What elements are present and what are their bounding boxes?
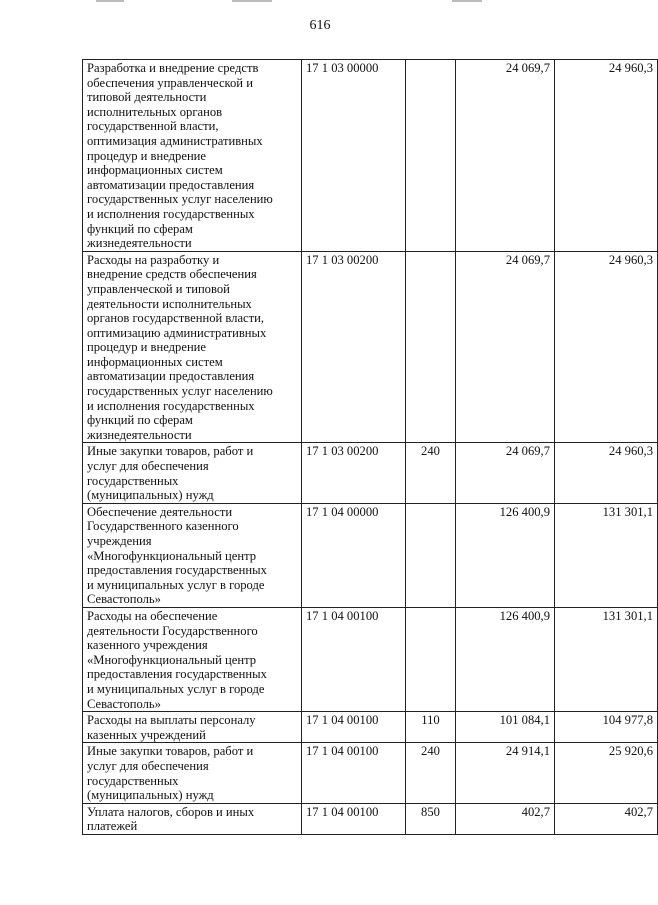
row-value-year1: 126 400,9 [499,608,550,623]
row-code-cell [302,712,406,743]
row-value-year2: 402,7 [624,804,653,819]
row-name-cell [83,607,302,711]
row-name-cell [83,251,302,443]
row-code-cell [302,503,406,607]
row-name-cell [83,503,302,607]
row-value-year2-cell [555,60,658,252]
row-vr-cell [406,60,456,252]
row-name: Обеспечение деятельности Государственного казенного учреждения «Многофункциональный центр предоставления государственных и муниципальных услуг в городе Севастополь» [87,504,267,607]
table-row [83,803,658,834]
row-name: Иные закупки товаров, работ и услуг для обеспечения государственных (муниципальных) нужд [87,444,254,503]
row-code-cell [302,251,406,443]
table-row [83,607,658,711]
row-value-year1: 24 069,7 [505,252,550,267]
row-vr-cell [406,803,456,834]
row-name-cell [83,60,302,252]
row-code: 17 1 03 00200 [306,252,379,267]
row-value-year2-cell [555,712,658,743]
row-name: Расходы на выплаты персоналу казенных учреждений [87,713,256,742]
table-row [83,60,658,252]
budget-table [82,59,658,835]
row-vr: 240 [421,444,440,459]
row-name-cell [83,712,302,743]
row-name-cell [83,443,302,503]
row-value-year2-cell [555,607,658,711]
row-value-year2-cell [555,443,658,503]
row-value-year2: 25 920,6 [608,744,653,759]
row-vr-cell [406,743,456,803]
row-value-year1: 402,7 [521,804,550,819]
row-value-year2-cell [555,803,658,834]
budget-table-body [83,60,658,835]
row-value-year2-cell [555,251,658,443]
row-value-year1: 101 084,1 [499,713,550,728]
row-name: Расходы на обеспечение деятельности Государственного казенного учреждения «Многофункциональный центр предоставления государственных и муниципальных услуг в городе Севастополь» [87,608,267,711]
row-code: 17 1 04 00100 [306,804,379,819]
row-value-year1-cell [456,60,555,252]
row-value-year1: 24 914,1 [505,744,550,759]
row-value-year1: 24 069,7 [505,61,550,75]
row-value-year1: 126 400,9 [499,504,550,519]
table-row [83,712,658,743]
row-value-year1-cell [456,503,555,607]
row-code: 17 1 04 00000 [306,504,379,519]
row-value-year1-cell [456,607,555,711]
row-vr: 850 [421,804,440,819]
table-row [83,443,658,503]
row-value-year2: 24 960,3 [608,61,653,75]
row-code-cell [302,60,406,252]
table-row [83,743,658,803]
row-code: 17 1 03 00200 [306,444,379,459]
row-vr: 110 [421,713,440,728]
row-value-year2: 131 301,1 [602,504,653,519]
scan-artifact [96,0,124,2]
row-vr-cell [406,503,456,607]
row-vr-cell [406,712,456,743]
row-value-year1-cell [456,743,555,803]
table-row [83,503,658,607]
row-value-year2: 24 960,3 [608,444,653,459]
row-code-cell [302,607,406,711]
scan-artifact [452,0,482,2]
row-value-year1-cell [456,803,555,834]
row-name: Иные закупки товаров, работ и услуг для обеспечения государственных (муниципальных) нужд [87,744,254,803]
row-name-cell [83,743,302,803]
scan-artifact [232,0,272,2]
row-value-year2: 104 977,8 [602,713,653,728]
row-code: 17 1 04 00100 [306,744,379,759]
row-vr-cell [406,443,456,503]
row-name: Расходы на разработку и внедрение средств обеспечения управленческой и типовой деятельности исполнительных органов государственной власти, оптимизацию административных процедур и внедрение информационных систем автоматизации предоставления государственных услуг населению и исполнения государственных функций по сферам жизнедеятельности [87,252,273,442]
row-value-year1-cell [456,251,555,443]
row-code: 17 1 04 00100 [306,608,379,623]
row-code: 17 1 04 00100 [306,713,379,728]
row-name: Разработка и внедрение средств обеспечения управленческой и типовой деятельности исполнительных органов государственной власти, оптимизация административных процедур и внедрение информационных систем автоматизации предоставления государственных услуг населению и исполнения государственных функций по сферам жизнедеятельности [87,61,273,251]
row-value-year1-cell [456,712,555,743]
row-value-year2-cell [555,743,658,803]
row-vr-cell [406,607,456,711]
row-code-cell [302,743,406,803]
row-code-cell [302,443,406,503]
row-value-year2-cell [555,503,658,607]
row-name-cell [83,803,302,834]
row-value-year1: 24 069,7 [505,444,550,459]
row-name: Уплата налогов, сборов и иных платежей [87,804,255,834]
row-vr-cell [406,251,456,443]
page-number: 616 [309,18,331,33]
row-code: 17 1 03 00000 [306,61,379,75]
row-value-year1-cell [456,443,555,503]
table-row [83,251,658,443]
row-vr: 240 [421,744,440,759]
row-value-year2: 24 960,3 [608,252,653,267]
row-code-cell [302,803,406,834]
row-value-year2: 131 301,1 [602,608,653,623]
